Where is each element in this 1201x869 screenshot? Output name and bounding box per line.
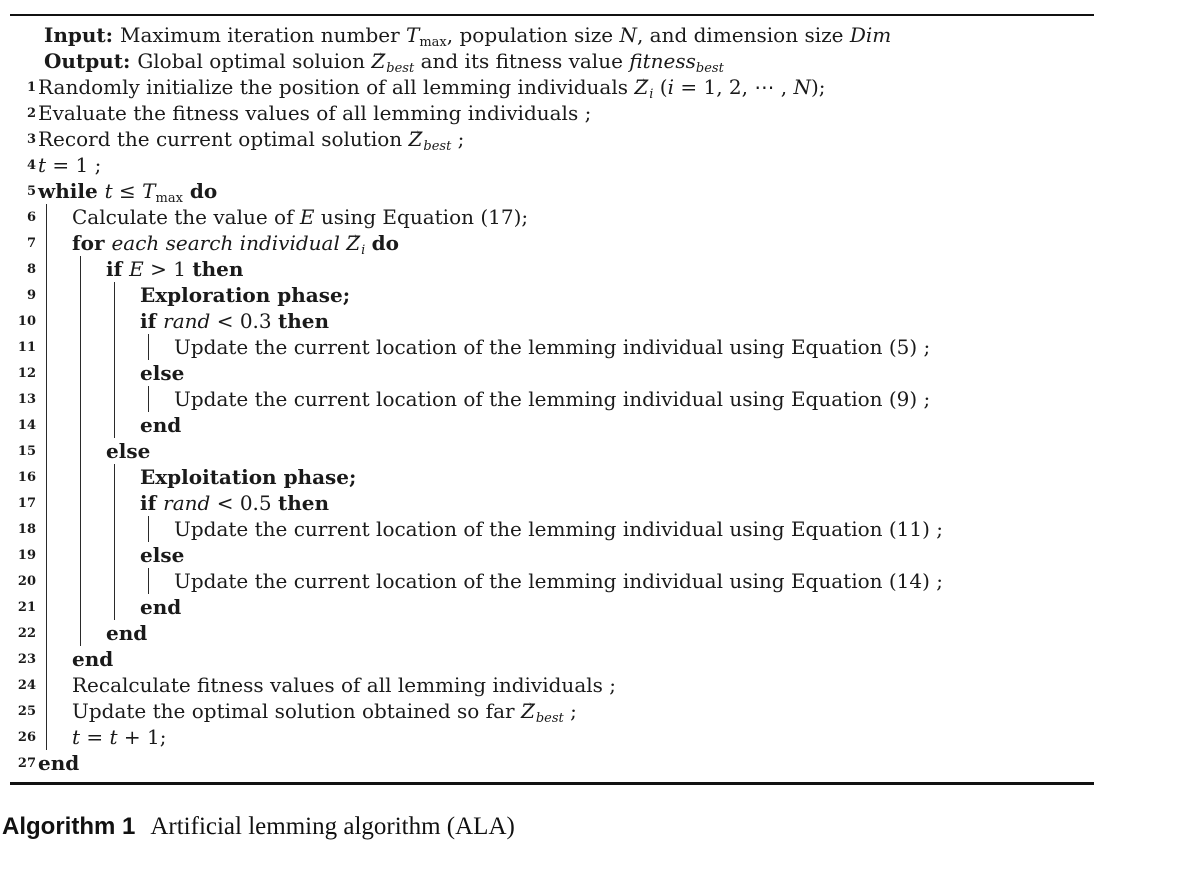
line-number: 11 [17, 340, 36, 355]
line-text: Evaluate the fitness values of all lemming individuals ; [38, 101, 592, 125]
line-text: end [140, 413, 182, 437]
line-text: if rand < 0.3 then [140, 309, 330, 333]
line-number: 21 [17, 600, 36, 615]
line-text: Exploration phase; [140, 283, 351, 307]
indent-guide [70, 438, 104, 464]
caption-label: Algorithm 1 [2, 813, 136, 840]
algo-line-26 [10, 724, 1094, 750]
indent-guide [104, 594, 138, 620]
indent-guide [104, 542, 138, 568]
indent-guide [36, 698, 70, 724]
algo-line-16 [10, 464, 1094, 490]
algo-line-27 [10, 750, 1094, 776]
line-number: 27 [17, 756, 36, 771]
algorithm-caption [2, 813, 515, 841]
indent-guide [36, 282, 70, 308]
line-number: 9 [26, 288, 36, 303]
indent-guide [36, 386, 70, 412]
caption-title: Artificial lemming algorithm (ALA) [150, 813, 515, 840]
indent-guide [104, 412, 138, 438]
indent-guide [70, 620, 104, 646]
line-text: t = 1 ; [38, 153, 102, 177]
indent-guide [70, 594, 104, 620]
line-number: 5 [26, 184, 36, 199]
indent-guide [104, 490, 138, 516]
line-text: end [72, 647, 114, 671]
algo-line-15 [10, 438, 1094, 464]
indent-guide [70, 386, 104, 412]
indent-guide [104, 386, 138, 412]
indent-guide [138, 516, 172, 542]
line-text: Output: Global optimal soluion $Z \to_{best}$ and its fitness value fitness$_{best}$ [44, 48, 724, 74]
indent-guide [70, 308, 104, 334]
indent-guide [104, 568, 138, 594]
indent-guide [70, 490, 104, 516]
line-text: Update the current location of the lemming individual using Equation (9) ; [174, 387, 931, 411]
indent-guide [36, 412, 70, 438]
indent-guide [104, 282, 138, 308]
indent-guide [36, 672, 70, 698]
indent-guide [36, 230, 70, 256]
line-number: 23 [17, 652, 36, 667]
algo-line-20 [10, 568, 1094, 594]
line-number: 8 [26, 262, 36, 277]
line-text: for each search individual $Z \to_i$ do [72, 230, 399, 256]
algo-line-14 [10, 412, 1094, 438]
algorithm-box [10, 14, 1094, 785]
indent-guide [36, 724, 70, 750]
line-text: Recalculate fitness values of all lemming individuals ; [72, 673, 616, 697]
algo-line-22 [10, 620, 1094, 646]
indent-guide [36, 516, 70, 542]
line-number: 24 [17, 678, 36, 693]
indent-guide [104, 360, 138, 386]
indent-guide [36, 204, 70, 230]
algo-line-5 [10, 178, 1094, 204]
algo-header-line-1 [10, 22, 1094, 48]
indent-guide [36, 568, 70, 594]
line-text: Record the current optimal solution $Z \to_{best}$ ; [38, 126, 464, 152]
indent-guide [70, 360, 104, 386]
indent-guide [70, 256, 104, 282]
indent-guide [70, 568, 104, 594]
line-text: Update the current location of the lemming individual using Equation (5) ; [174, 335, 931, 359]
algo-line-6 [10, 204, 1094, 230]
algo-line-9 [10, 282, 1094, 308]
line-text: end [38, 751, 80, 775]
line-text: end [106, 621, 148, 645]
indent-guide [36, 464, 70, 490]
indent-guide [104, 334, 138, 360]
line-text: t = t + 1; [72, 725, 167, 749]
algo-header-line-2 [10, 48, 1094, 74]
indent-guide [70, 464, 104, 490]
indent-guide [36, 334, 70, 360]
line-text: Update the current location of the lemming individual using Equation (14) ; [174, 569, 944, 593]
line-number: 19 [17, 548, 36, 563]
indent-guide [70, 516, 104, 542]
line-number: 2 [26, 106, 36, 121]
indent-guide [138, 568, 172, 594]
line-text: else [106, 439, 151, 463]
line-number: 4 [26, 158, 36, 173]
line-number: 14 [17, 418, 36, 433]
line-number: 15 [17, 444, 36, 459]
line-text: else [140, 543, 185, 567]
line-text: while $t \le T_{max}$ do [38, 179, 218, 206]
indent-guide [36, 594, 70, 620]
bottom-rule [10, 782, 1094, 785]
algo-line-18 [10, 516, 1094, 542]
algo-line-11 [10, 334, 1094, 360]
line-text: else [140, 361, 185, 385]
line-text: Exploitation phase; [140, 465, 357, 489]
line-number: 12 [17, 366, 36, 381]
indent-guide [138, 334, 172, 360]
line-number: 6 [26, 210, 36, 225]
indent-guide [36, 308, 70, 334]
line-text: Calculate the value of E using Equation (17); [72, 205, 529, 229]
algorithm-lines [10, 16, 1094, 782]
indent-guide [104, 308, 138, 334]
line-number: 17 [17, 496, 36, 511]
indent-guide [70, 542, 104, 568]
line-text: Randomly initialize the position of all lemming individuals $Z \to_i$ (i = 1, 2, ⋯ , N); [38, 74, 825, 100]
indent-guide [104, 516, 138, 542]
line-number: 7 [26, 236, 36, 251]
indent-guide [36, 490, 70, 516]
algo-line-10 [10, 308, 1094, 334]
indent-guide [36, 438, 70, 464]
indent-guide [36, 646, 70, 672]
line-number [10, 48, 36, 74]
line-text: if E > 1 then [106, 257, 244, 281]
algo-line-23 [10, 646, 1094, 672]
line-number: 16 [17, 470, 36, 485]
algo-line-17 [10, 490, 1094, 516]
algo-line-25 [10, 698, 1094, 724]
algo-line-4 [10, 152, 1094, 178]
indent-guide [70, 412, 104, 438]
algo-line-19 [10, 542, 1094, 568]
indent-guide [36, 360, 70, 386]
line-text: end [140, 595, 182, 619]
line-number: 10 [17, 314, 36, 329]
algo-line-7 [10, 230, 1094, 256]
line-number: 3 [26, 132, 36, 147]
algo-line-8 [10, 256, 1094, 282]
line-number [10, 22, 36, 48]
line-number: 25 [17, 704, 36, 719]
algo-line-1 [10, 74, 1094, 100]
indent-guide [36, 542, 70, 568]
algo-line-24 [10, 672, 1094, 698]
indent-guide [104, 464, 138, 490]
line-text: if rand < 0.5 then [140, 491, 330, 515]
line-text: Update the optimal solution obtained so far $Z \to_{best}$ ; [72, 698, 577, 724]
line-number: 26 [17, 730, 36, 745]
indent-guide [70, 282, 104, 308]
indent-guide [70, 334, 104, 360]
indent-guide [36, 256, 70, 282]
indent-guide [138, 386, 172, 412]
line-number: 22 [17, 626, 36, 641]
line-number: 20 [17, 574, 36, 589]
algo-line-21 [10, 594, 1094, 620]
line-number: 13 [17, 392, 36, 407]
line-number: 1 [26, 80, 36, 95]
algo-line-13 [10, 386, 1094, 412]
indent-guide [36, 620, 70, 646]
algo-line-3 [10, 126, 1094, 152]
algo-line-12 [10, 360, 1094, 386]
line-number: 18 [17, 522, 36, 537]
algo-line-2 [10, 100, 1094, 126]
line-text: Update the current location of the lemming individual using Equation (11) ; [174, 517, 944, 541]
line-text: Input: Maximum iteration number $T_{max}$, population size N, and dimension size Dim [44, 23, 892, 50]
